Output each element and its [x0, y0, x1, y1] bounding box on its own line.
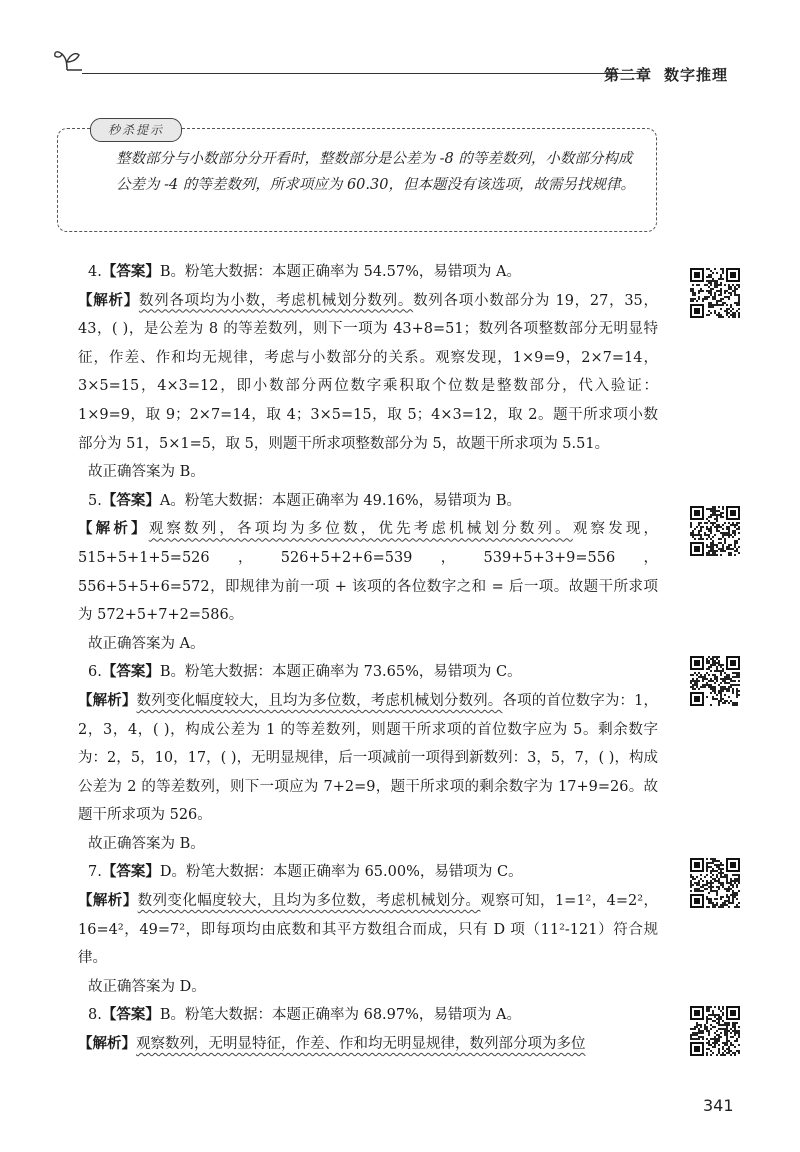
answer-line	[88, 658, 658, 687]
chapter-header	[604, 64, 728, 85]
conclusion-line: 故正确答案为 A。	[88, 635, 205, 652]
answer-mark: 【答案】	[101, 492, 160, 509]
analysis-mark: 【解析】	[78, 1036, 136, 1053]
analysis-highlight: 观察数列，各项均为多位数，优先考虑机械划分数列。	[148, 521, 573, 538]
tip-text	[86, 146, 646, 198]
answer-line	[88, 487, 658, 516]
question-number: 6.	[88, 664, 102, 681]
analysis-paragraph	[78, 887, 658, 973]
qr-code-icon[interactable]	[690, 858, 740, 908]
analysis-paragraph	[78, 1030, 658, 1059]
conclusion-line: 故正确答案为 B。	[88, 835, 205, 852]
conclusion-line: 故正确答案为 B。	[88, 464, 205, 481]
answer-text: B。粉笔大数据：本题正确率为 54.57%，易错项为 A。	[159, 264, 521, 280]
analysis-highlight: 数列变化幅度较大，且均为多位数，考虑机械划分。	[137, 893, 481, 910]
analysis-paragraph	[78, 687, 658, 830]
answer-mark: 【答案】	[101, 864, 160, 881]
question-item	[78, 858, 659, 1001]
analysis-paragraph	[78, 287, 658, 459]
analysis-text: 观察发现，515+5+1+5=526，526+5+2+6=539，539+5+3+9=556，556+5+5+6=572，即规律为前一项 + 该项的各位数字之和 = 后一项。故题干所求项为 572+5+7+2=586。	[78, 521, 658, 624]
question-number: 4.	[88, 264, 102, 280]
answer-mark: 【答案】	[101, 1007, 160, 1024]
analysis-paragraph	[78, 515, 658, 629]
question-number: 7.	[88, 864, 102, 881]
qr-code-icon[interactable]	[690, 656, 740, 706]
analysis-highlight: 数列变化幅度较大，且均为多位数，考虑机械划分数列。	[136, 692, 503, 709]
conclusion-line: 故正确答案为 D。	[88, 978, 206, 995]
analysis-mark: 【解析】	[78, 521, 149, 538]
tip-body: 整数部分与小数部分分开看时，整数部分是公差为 -8 的等差数列，小数部分构成公差为 -4 的等差数列，所求项应为 60.30，但本题没有该选项，故需另找规律。	[116, 151, 635, 193]
answer-text: B。粉笔大数据：本题正确率为 68.97%，易错项为 A。	[159, 1007, 521, 1024]
tip-label: 秒杀提示	[90, 118, 182, 142]
answer-line	[88, 1001, 658, 1030]
analysis-highlight: 数列各项均为小数，考虑机械划分数列。	[138, 292, 414, 309]
sprout-icon	[52, 46, 82, 72]
answer-mark: 【答案】	[101, 264, 160, 280]
analysis-mark: 【解析】	[78, 292, 139, 309]
answer-text: A。粉笔大数据：本题正确率为 49.16%，易错项为 B。	[159, 492, 521, 509]
answer-line	[88, 858, 658, 887]
page-number: 341	[703, 1096, 734, 1115]
answer-text: D。粉笔大数据：本题正确率为 65.00%，易错项为 C。	[159, 864, 523, 881]
analysis-mark: 【解析】	[78, 893, 138, 910]
question-item	[78, 658, 658, 858]
answer-text: B。粉笔大数据：本题正确率为 73.65%，易错项为 C。	[159, 664, 522, 681]
qr-code-icon[interactable]	[690, 1006, 740, 1056]
analysis-text: 观察可知，1=1²，4=2²，16=4²，49=7²，即每项均由底数和其平方数组合而成，只有 D 项（11²-121）符合规律。	[78, 893, 659, 967]
analysis-text: 各项的首位数字为：1，2，3，4，( )，构成公差为 1 的等差数列，则题干所求项的首位数字应为 5。剩余数字为：2，5，10，17，( )，无明显规律，后一项减前一项得到新数列：3，5，7，( )，构成公差为 2 的等差数列，则下一项应为 7+2=9，题干所求项的剩余数字为 17+9=26。故题干所求项为 526。	[78, 692, 658, 824]
question-item	[78, 1001, 658, 1058]
question-item	[78, 487, 658, 659]
chapter-label: 第二章	[604, 66, 653, 84]
answer-mark: 【答案】	[101, 664, 160, 681]
question-number: 5.	[88, 492, 102, 509]
chapter-title: 数字推理	[664, 66, 729, 84]
analysis-text: 数列各项小数部分为 19，27，35，43，( )，是公差为 8 的等差数列，则下一项为 43+8=51；数列各项整数部分无明显特征，作差、作和均无规律，考虑与小数部分的关系。观察发现，1×9=9，2×7=14，3×5=15，4×3=12，即小数部分两位数字乘积取个位数是整数部分，代入验证：1×9=9，取 9；2×7=14，取 4；3×5=15，取 5；4×3=12，取 2。题干所求项小数部分为 51，5×1=5，取 5，则题干所求项整数部分为 5，故题干所求项为 5.51。	[78, 292, 658, 452]
analysis-highlight: 观察数列，无明显特征，作差、作和均无明显规律，数列部分项为多位	[136, 1036, 586, 1053]
header-rule	[82, 73, 642, 74]
question-item	[78, 258, 658, 487]
analysis-mark: 【解析】	[78, 692, 137, 709]
answer-line	[88, 258, 658, 287]
answer-section	[78, 258, 659, 1059]
qr-code-icon[interactable]	[690, 268, 740, 318]
question-number: 8.	[88, 1007, 102, 1024]
qr-code-icon[interactable]	[690, 506, 740, 556]
